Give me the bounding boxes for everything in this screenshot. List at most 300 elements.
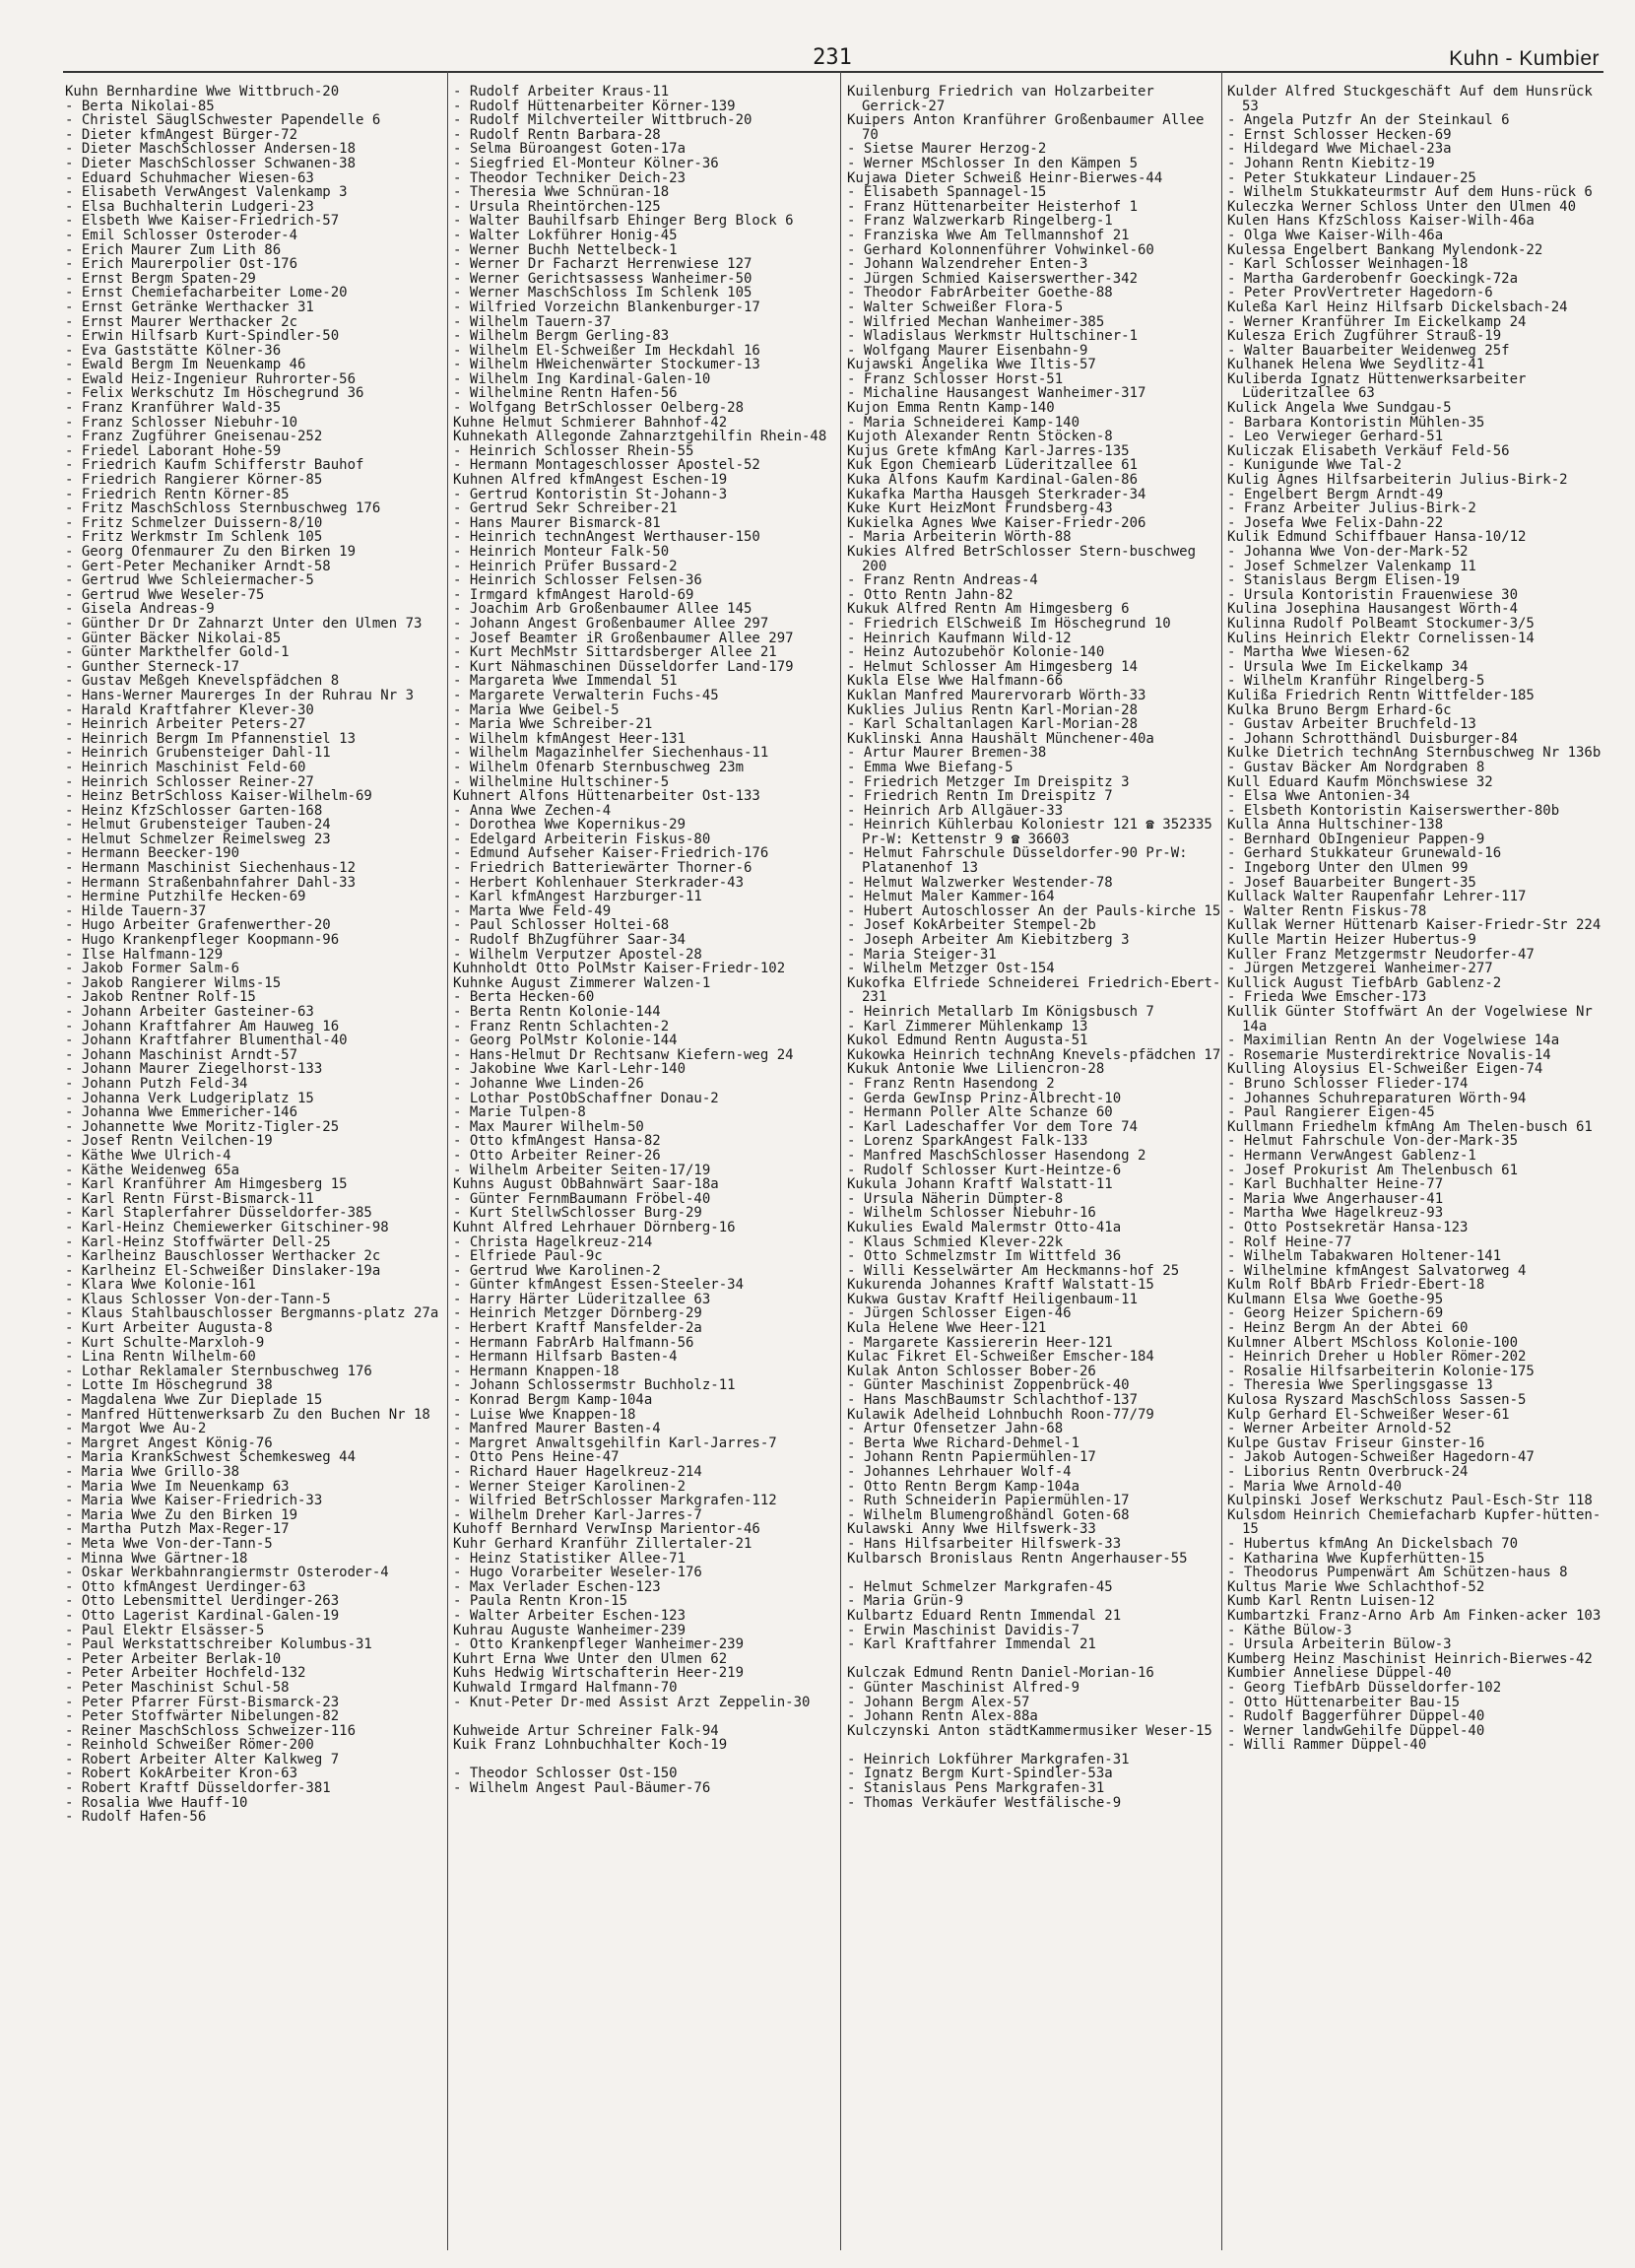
directory-entry: - Otto Krankenpfleger Wanheimer-239 — [453, 1636, 745, 1653]
directory-entry: - Johann Angest Großenbaumer Allee 297 — [453, 615, 769, 632]
directory-entry: - Karl Kraftfahrer Immendal 21 — [847, 1636, 1096, 1653]
directory-entry: - Ursula Näherin Dümpter-8 — [847, 1190, 1064, 1207]
directory-entry: - Wilhelm Tauern-37 — [453, 313, 612, 330]
directory-entry: - Maria Steiger-31 — [847, 946, 997, 963]
directory-entry: - Karl Zimmerer Mühlenkamp 13 — [847, 1018, 1088, 1034]
directory-entry: - Maria Wwe Arnold-40 — [1227, 1478, 1403, 1495]
directory-entry: - Josef Prokurist Am Thelenbusch 61 — [1227, 1162, 1519, 1178]
directory-entry: - Ewald Bergm Im Neuenkamp 46 — [65, 357, 306, 373]
directory-entry: Kulbartz Eduard Rentn Immendal 21 — [847, 1607, 1122, 1624]
directory-entry: Kulla Anna Hultschiner-138 — [1227, 817, 1444, 834]
directory-entry: - Otto Arbeiter Reiner-26 — [453, 1147, 661, 1164]
directory-entry: Kulder Alfred Stuckgeschäft Auf dem Hunsrück 53 — [1227, 85, 1602, 114]
directory-entry: - Heinrich Kühlerbau Koloniestr 121 ☎ 352335 Pr-W: Kettenstr 9 ☎ 36603 — [847, 817, 1221, 847]
directory-entry: - Edelgard Arbeiterin Fiskus-80 — [453, 831, 711, 847]
directory-entry: - Käthe Weidenweg 65a — [65, 1162, 240, 1178]
directory-entry: - Heinrich Kaufmann Wild-12 — [847, 630, 1072, 646]
directory-entry: - Rudolf Milchverteiler Wittbruch-20 — [453, 112, 752, 129]
directory-entry: - Gertrud Wwe Schleiermacher-5 — [65, 572, 314, 589]
directory-entry: - Karl Schlosser Weinhagen-18 — [1227, 256, 1469, 273]
directory-entry: Kukurenda Johannes Kraftf Walstatt-15 — [847, 1277, 1154, 1294]
directory-entry: - Heinrich technAngest Werthauser-150 — [453, 529, 760, 546]
directory-entry: - Franz Rentn Andreas-4 — [847, 572, 1038, 589]
directory-entry: Kullick August TiefbArb Gablenz-2 — [1227, 974, 1502, 991]
directory-entry: - Wilhelm Blumengroßhändl Goten-68 — [847, 1506, 1130, 1523]
directory-entry: - Willi Rammer Düppel-40 — [1227, 1737, 1427, 1754]
directory-entry: Kukies Alfred BetrSchlosser Stern-buschweg 200 — [847, 544, 1205, 574]
directory-entry: Kuliberda Ignatz Hüttenwerksarbeiter Lüderitzallee 63 — [1227, 370, 1535, 402]
header-rule — [63, 71, 1603, 73]
directory-entry: - Georg TiefbArb Düsseldorfer-102 — [1227, 1679, 1502, 1696]
directory-entry: - Hermann FabrArb Halfmann-56 — [453, 1334, 694, 1351]
directory-entry: - Wilhelm Kranführ Ringelberg-5 — [1227, 673, 1485, 690]
directory-entry: Kuhweide Artur Schreiner Falk-94 — [453, 1722, 719, 1739]
directory-entry: - Werner landwGehilfe Düppel-40 — [1227, 1722, 1485, 1739]
directory-entry: - Heinz Bergm An der Abtei 60 — [1227, 1320, 1469, 1337]
directory-entry: - Franz Rentn Hasendong 2 — [847, 1075, 1055, 1092]
directory-entry: Kumbartzki Franz-Arno Arb Am Finken-acker 103 — [1227, 1607, 1602, 1624]
directory-entry: - Friedrich Rangierer Körner-85 — [65, 472, 323, 489]
directory-entry: - Lotte Im Höschegrund 38 — [65, 1377, 273, 1394]
directory-entry: - Maria Wwe Schreiber-21 — [453, 716, 653, 733]
directory-entry: - Hans MaschBaumstr Schlachthof-137 — [847, 1392, 1139, 1409]
directory-entry: Kulesza Erich Zugführer Strauß-19 — [1227, 328, 1502, 345]
directory-entry: - Gertrud Kontoristin St-Johann-3 — [453, 486, 728, 502]
directory-entry: - Franz Kranführer Wald-35 — [65, 400, 282, 417]
directory-entry: - Heinz Autozubehör Kolonie-140 — [847, 644, 1105, 661]
directory-entry: Kulm Rolf BbArb Friedr-Ebert-18 — [1227, 1277, 1485, 1294]
column-divider — [1221, 71, 1222, 2250]
directory-entry: - Reinhold Schweißer Römer-200 — [65, 1737, 314, 1754]
directory-entry: Kuhnen Alfred kfmAngest Eschen-19 — [453, 472, 728, 489]
directory-entry: - Manfred MaschSchlosser Hasendong 2 — [847, 1147, 1146, 1164]
directory-entry: - Josef Bauarbeiter Bungert-35 — [1227, 874, 1476, 891]
directory-entry: - Otto Lagerist Kardinal-Galen-19 — [65, 1607, 340, 1624]
directory-entry: - Maria Wwe Geibel-5 — [453, 701, 620, 718]
directory-entry: - Johann Kraftfahrer Am Hauweg 16 — [65, 1018, 340, 1034]
directory-entry: - Jürgen Schlosser Eigen-46 — [847, 1305, 1072, 1322]
directory-entry: - Selma Büroangest Goten-17a — [453, 141, 687, 158]
directory-entry: - Ernst Schlosser Hecken-69 — [1227, 126, 1452, 143]
directory-entry: - Max Maurer Wilhelm-50 — [453, 1118, 644, 1135]
directory-entry: - Josef Rentn Veilchen-19 — [65, 1133, 273, 1150]
directory-entry: - Gert-Peter Mechaniker Arndt-58 — [65, 558, 331, 574]
directory-entry: - Bernhard ObIngenieur Pappen-9 — [1227, 831, 1485, 847]
directory-entry: - Hans Hilfsarbeiter Hilfswerk-33 — [847, 1535, 1122, 1552]
directory-entry: - Gisela Andreas-9 — [65, 601, 215, 618]
directory-entry: - Leo Verwieger Gerhard-51 — [1227, 429, 1444, 445]
directory-entry: - Emil Schlosser Osteroder-4 — [65, 227, 298, 243]
directory-entry: - Josef Beamter iR Großenbaumer Allee 297 — [453, 630, 794, 646]
directory-entry: - Wladislaus Werkmstr Hultschiner-1 — [847, 328, 1139, 345]
directory-entry: - Hans-Helmut Dr Rechtsanw Kiefern-weg 24 — [453, 1046, 794, 1063]
directory-entry: - Johannette Wwe Moritz-Tigler-25 — [65, 1118, 340, 1135]
directory-column-4 — [1227, 85, 1609, 2248]
directory-entry: - Maria Grün-9 — [847, 1593, 964, 1610]
directory-entry: - Liborius Rentn Overbruck-24 — [1227, 1464, 1469, 1480]
directory-entry: Kulhanek Helena Wwe Seydlitz-41 — [1227, 357, 1485, 373]
directory-entry: - Franz Walzwerkarb Ringelberg-1 — [847, 213, 1113, 230]
directory-entry: - Erich Maurerpolier Ost-176 — [65, 256, 298, 273]
directory-entry: - Wilhelmine Rentn Hafen-56 — [453, 385, 678, 402]
directory-entry: - Rudolf Arbeiter Kraus-11 — [453, 85, 670, 100]
directory-entry: - Johannes Lehrhauer Wolf-4 — [847, 1464, 1072, 1480]
directory-entry: Kuhns August ObBahnwärt Saar-18a — [453, 1176, 719, 1193]
directory-entry: - Karl Rentn Fürst-Bismarck-11 — [65, 1190, 314, 1207]
directory-entry — [847, 1652, 1221, 1667]
directory-entry: - Johanna Verk Ludgeriplatz 15 — [65, 1090, 314, 1106]
directory-entry: - Wilhelm Arbeiter Seiten-17/19 — [453, 1162, 711, 1178]
directory-entry: Kuhrau Auguste Wanheimer-239 — [453, 1622, 687, 1638]
directory-entry: - Bruno Schlosser Flieder-174 — [1227, 1075, 1469, 1092]
directory-entry: Kuke Kurt HeizMont Frundsberg-43 — [847, 500, 1113, 517]
directory-entry: Kujoth Alexander Rentn Stöcken-8 — [847, 429, 1113, 445]
directory-entry: - Helmut Walzwerker Westender-78 — [847, 874, 1113, 891]
directory-entry: - Peter ProvVertreter Hagedorn-6 — [1227, 285, 1493, 301]
directory-entry: - Reiner MaschSchloss Schweizer-116 — [65, 1722, 357, 1739]
directory-entry: - Harry Härter Lüderitzallee 63 — [453, 1291, 711, 1307]
directory-entry: - Martha Putzh Max-Reger-17 — [65, 1521, 290, 1538]
directory-entry: - Gustav Meßgeh Knevelspfädchen 8 — [65, 673, 340, 690]
directory-entry: - Johann Rentn Alex-88a — [847, 1708, 1038, 1725]
directory-entry: - Rosemarie Musterdirektrice Novalis-14 — [1227, 1046, 1551, 1063]
directory-entry: - Günter kfmAngest Essen-Steeler-34 — [453, 1277, 745, 1294]
directory-entry: - Margarete Kassiererin Heer-121 — [847, 1334, 1113, 1351]
directory-entry: - Ilse Halfmann-129 — [65, 946, 224, 963]
directory-entry: - Wilhelm Tabakwaren Holtener-141 — [1227, 1248, 1502, 1265]
column-divider — [447, 71, 448, 2250]
directory-entry: - Werner MSchlosser In den Kämpen 5 — [847, 155, 1139, 171]
directory-entry: - Hermann Poller Alte Schanze 60 — [847, 1104, 1113, 1121]
directory-entry: - Dorothea Wwe Kopernikus-29 — [453, 817, 687, 834]
directory-entry: Kulinna Rudolf PolBeamt Stockumer-3/5 — [1227, 615, 1535, 632]
directory-entry: - Heinz Statistiker Allee-71 — [453, 1550, 687, 1567]
directory-entry: - Anna Wwe Zechen-4 — [453, 802, 612, 819]
directory-entry: - Manfred Hüttenwerksarb Zu den Buchen Nr 18 — [65, 1406, 430, 1423]
directory-entry: - Maria Wwe Grillo-38 — [65, 1464, 240, 1480]
directory-entry: - Peter Maschinist Schul-58 — [65, 1679, 290, 1696]
directory-entry: Kukula Johann Kraftf Walstatt-11 — [847, 1176, 1113, 1193]
directory-entry: - Wilfried Vorzeichn Blankenburger-17 — [453, 299, 760, 315]
directory-entry: Kulpe Gustav Friseur Ginster-16 — [1227, 1434, 1485, 1451]
directory-entry: - Johanna Wwe Von-der-Mark-52 — [1227, 544, 1469, 560]
directory-entry: - Georg Ofenmaurer Zu den Birken 19 — [65, 544, 357, 560]
directory-entry: - Wilhelmine Hultschiner-5 — [453, 773, 670, 790]
directory-entry: - Maria KrankSchwest Schemkesweg 44 — [65, 1449, 357, 1466]
directory-entry: Kulbarsch Bronislaus Rentn Angerhauser-55 — [847, 1550, 1188, 1567]
directory-entry: Kulpinski Josef Werkschutz Paul-Esch-Str 118 — [1227, 1493, 1593, 1509]
directory-entry: - Friedrich Metzger Im Dreispitz 3 — [847, 773, 1130, 790]
directory-entry: - Kunigunde Wwe Tal-2 — [1227, 457, 1403, 474]
directory-entry: Kuliczak Elisabeth Verkäuf Feld-56 — [1227, 442, 1510, 459]
directory-entry: - Harald Kraftfahrer Klever-30 — [65, 701, 314, 718]
directory-entry: - Otto Postsekretär Hansa-123 — [1227, 1219, 1469, 1235]
directory-entry: - Ursula Rheintörchen-125 — [453, 198, 661, 215]
directory-entry: - Wilhelm Ofenarb Sternbuschweg 23m — [453, 759, 745, 775]
directory-entry: - Heinrich Schlosser Reiner-27 — [65, 773, 314, 790]
directory-entry: - Wilhelm HWeichenwärter Stockumer-13 — [453, 357, 760, 373]
directory-entry: - Hans Maurer Bismarck-81 — [453, 514, 661, 531]
directory-entry: - Lina Rentn Wilhelm-60 — [65, 1349, 256, 1366]
directory-entry: Kukla Else Wwe Halfmann-66 — [847, 673, 1064, 690]
directory-entry — [453, 1753, 835, 1768]
directory-entry: Kuhs Hedwig Wirtschafterin Heer-219 — [453, 1665, 745, 1682]
directory-entry: - Kurt Nähmaschinen Düsseldorfer Land-179 — [453, 658, 794, 675]
directory-entry: - Heinrich Bergm Im Pfannenstiel 13 — [65, 730, 357, 747]
directory-entry: - Stanislaus Bergm Elisen-19 — [1227, 572, 1461, 589]
directory-entry: - Johann Kraftfahrer Blumenthal-40 — [65, 1033, 348, 1049]
directory-entry: - Joseph Arbeiter Am Kiebitzberg 3 — [847, 932, 1130, 949]
directory-entry: - Josef KokArbeiter Stempel-2b — [847, 917, 1096, 934]
directory-entry: - Angela Putzfr An der Steinkaul 6 — [1227, 112, 1510, 129]
directory-entry: - Heinrich Arb Allgäuer-33 — [847, 802, 1064, 819]
directory-entry: Kulißa Friedrich Rentn Wittfelder-185 — [1227, 687, 1535, 703]
directory-entry: - Wilhelm Bergm Gerling-83 — [453, 328, 670, 345]
directory-entry: - Marie Tulpen-8 — [453, 1104, 586, 1121]
directory-entry: - Rosalia Wwe Hauff-10 — [65, 1794, 248, 1811]
directory-entry: Kulmann Elsa Wwe Goethe-95 — [1227, 1291, 1444, 1307]
directory-entry: - Ignatz Bergm Kurt-Spindler-53a — [847, 1766, 1113, 1782]
directory-entry: Kulle Martin Heizer Hubertus-9 — [1227, 932, 1476, 949]
directory-entry: Kuhne Helmut Schmierer Bahnhof-42 — [453, 414, 728, 431]
directory-entry: Kuka Alfons Kaufm Kardinal-Galen-86 — [847, 472, 1139, 489]
directory-entry: - Heinz BetrSchloss Kaiser-Wilhelm-69 — [65, 788, 372, 805]
directory-entry: - Johann Maurer Ziegelhorst-133 — [65, 1061, 323, 1078]
directory-entry: Kulawski Anny Wwe Hilfswerk-33 — [847, 1521, 1096, 1538]
directory-entry: - Rudolf Hüttenarbeiter Körner-139 — [453, 98, 736, 114]
directory-entry: - Joachim Arb Großenbaumer Allee 145 — [453, 601, 752, 618]
directory-entry: - Karl-Heinz Chemiewerker Gitschiner-98 — [65, 1219, 389, 1235]
directory-entry: - Dieter MaschSchlosser Andersen-18 — [65, 141, 357, 158]
directory-entry: - Theodor Schlosser Ost-150 — [453, 1766, 678, 1782]
directory-entry: - Gertrud Sekr Schreiber-21 — [453, 500, 678, 517]
directory-entry: - Robert KokArbeiter Kron-63 — [65, 1766, 298, 1782]
directory-entry: - Karlheinz Bauschlosser Werthacker 2c — [65, 1248, 381, 1265]
directory-entry: - Franz Schlosser Niebuhr-10 — [65, 414, 298, 431]
directory-entry: - Rudolf BhZugführer Saar-34 — [453, 932, 687, 949]
directory-entry: - Otto kfmAngest Hansa-82 — [453, 1133, 661, 1150]
directory-entry: - Jürgen Schmied Kaiserswerther-342 — [847, 270, 1139, 287]
directory-entry: - Elfriede Paul-9c — [453, 1248, 603, 1265]
directory-entry: Kulosa Ryszard MaschSchloss Sassen-5 — [1227, 1392, 1527, 1409]
directory-entry: Kulen Hans KfzSchloss Kaiser-Wilh-46a — [1227, 213, 1535, 230]
directory-entry: - Rosalie Hilfsarbeiterin Kolonie-175 — [1227, 1363, 1535, 1379]
directory-entry: - Hermann VerwAngest Gablenz-1 — [1227, 1147, 1476, 1164]
directory-entry: - Ernst Getränke Werthacker 31 — [65, 299, 314, 315]
directory-entry: - Werner MaschSchloss Im Schlenk 105 — [453, 285, 752, 301]
directory-entry: - Theresia Wwe Schnüran-18 — [453, 184, 670, 201]
directory-entry: Kukielka Agnes Wwe Kaiser-Friedr-206 — [847, 514, 1146, 531]
directory-entry: - Berta Nikolai-85 — [65, 98, 215, 114]
directory-entry: - Franz Zugführer Gneisenau-252 — [65, 429, 323, 445]
directory-entry: - Franziska Wwe Am Tellmannshof 21 — [847, 227, 1130, 243]
directory-entry: - Hildegard Wwe Michael-23a — [1227, 141, 1452, 158]
directory-entry: Kujawski Angelika Wwe Iltis-57 — [847, 357, 1096, 373]
directory-entry: - Heinrich Arbeiter Peters-27 — [65, 716, 306, 733]
directory-entry: Kuhnke August Zimmerer Walzen-1 — [453, 974, 711, 991]
directory-entry: - Gerhard Kolonnenführer Vohwinkel-60 — [847, 241, 1154, 258]
directory-entry: Kullak Werner Hüttenarb Kaiser-Friedr-Str 224 — [1227, 917, 1602, 934]
directory-entry: - Gustav Arbeiter Bruchfeld-13 — [1227, 716, 1476, 733]
directory-entry: - Heinrich Lokführer Markgrafen-31 — [847, 1751, 1130, 1768]
directory-entry: - Josefa Wwe Felix-Dahn-22 — [1227, 514, 1444, 531]
directory-entry: - Paul Werkstattschreiber Kolumbus-31 — [65, 1636, 372, 1653]
directory-entry: - Theodor Techniker Deich-23 — [453, 169, 687, 186]
directory-entry: - Friedrich Rentn Körner-85 — [65, 486, 290, 502]
directory-entry: - Hugo Krankenpfleger Koopmann-96 — [65, 932, 340, 949]
directory-entry: - Margret Angest König-76 — [65, 1434, 273, 1451]
directory-entry: - Konrad Bergm Kamp-104a — [453, 1392, 653, 1409]
directory-entry: - Ursula Arbeiterin Bülow-3 — [1227, 1636, 1452, 1653]
directory-entry: Kullik Günter Stoffwärt An der Vogelwiese Nr 14a — [1227, 1004, 1602, 1034]
directory-column-2 — [453, 85, 835, 2248]
directory-entry: - Eva Gaststätte Kölner-36 — [65, 342, 282, 359]
directory-entry: - Fritz Werkmstr Im Schlenk 105 — [65, 529, 323, 546]
directory-entry: - Wolfgang BetrSchlosser Oelberg-28 — [453, 400, 745, 417]
directory-entry: - Ursula Kontoristin Frauenwiese 30 — [1227, 586, 1519, 603]
directory-entry: - Marta Wwe Feld-49 — [453, 902, 612, 919]
directory-entry: - Irmgard kfmAngest Harold-69 — [453, 586, 694, 603]
directory-entry: - Robert Kraftf Düsseldorfer-381 — [65, 1780, 331, 1797]
directory-entry: - Manfred Maurer Basten-4 — [453, 1421, 661, 1437]
directory-entry: Kultus Marie Wwe Schlachthof-52 — [1227, 1578, 1485, 1595]
directory-entry: - Olga Wwe Kaiser-Wilh-46a — [1227, 227, 1444, 243]
directory-entry: - Hugo Vorarbeiter Weseler-176 — [453, 1565, 702, 1581]
directory-entry: - Michaline Hausangest Wanheimer-317 — [847, 385, 1146, 402]
directory-entry: - Helmut Schlosser Am Himgesberg 14 — [847, 658, 1139, 675]
directory-entry: - Maximilian Rentn An der Vogelwiese 14a — [1227, 1033, 1560, 1049]
directory-entry — [847, 1566, 1221, 1580]
directory-entry: - Johann Arbeiter Gasteiner-63 — [65, 1004, 314, 1020]
directory-entry: - Wilhelm El-Schweißer Im Heckdahl 16 — [453, 342, 760, 359]
directory-entry: - Günter FernmBaumann Fröbel-40 — [453, 1190, 711, 1207]
directory-entry: - Wilhelm Stukkateurmstr Auf dem Huns-rück 6 — [1227, 184, 1593, 201]
directory-entry: Kulak Anton Schlosser Bober-26 — [847, 1363, 1096, 1379]
directory-entry: - Karl Staplerfahrer Düsseldorfer-385 — [65, 1205, 372, 1222]
column-divider — [840, 71, 841, 2250]
directory-entry: - Johanna Wwe Emmericher-146 — [65, 1104, 298, 1121]
directory-entry: Kulczak Edmund Rentn Daniel-Morian-16 — [847, 1665, 1154, 1682]
directory-entry: - Wilhelm kfmAngest Heer-131 — [453, 730, 687, 747]
directory-entry — [847, 1738, 1221, 1753]
directory-entry: - Wilhelmine kfmAngest Salvatorweg 4 — [1227, 1262, 1527, 1279]
directory-entry: - Georg PolMstr Kolonie-144 — [453, 1033, 678, 1049]
directory-entry: - Franz Rentn Schlachten-2 — [453, 1018, 670, 1034]
directory-entry: - Lothar Reklamaler Sternbuschweg 176 — [65, 1363, 372, 1379]
directory-entry: Kuhnt Alfred Lehrhauer Dörnberg-16 — [453, 1219, 736, 1235]
directory-entry: - Kurt Arbeiter Augusta-8 — [65, 1320, 273, 1337]
directory-entry: - Herbert Kohlenhauer Sterkrader-43 — [453, 874, 745, 891]
directory-entry: - Walter Schweißer Flora-5 — [847, 299, 1064, 315]
directory-entry: - Johann Bergm Alex-57 — [847, 1694, 1030, 1710]
directory-entry: - Martha Wwe Wiesen-62 — [1227, 644, 1410, 661]
directory-entry: - Maria Arbeiterin Wörth-88 — [847, 529, 1072, 546]
directory-entry: - Erwin Hilfsarb Kurt-Spindler-50 — [65, 328, 340, 345]
directory-entry: - Karl-Heinz Stoffwärter Dell-25 — [65, 1234, 331, 1250]
directory-entry: Kuhoff Bernhard VerwInsp Marientor-46 — [453, 1521, 760, 1538]
directory-entry: Kulke Dietrich technAng Sternbuschweg Nr 136b — [1227, 745, 1602, 762]
page-range-heading: Kuhn - Kumbier — [1449, 47, 1600, 70]
directory-entry: - Werner Buchh Nettelbeck-1 — [453, 241, 678, 258]
directory-entry: - Ursula Wwe Im Eickelkamp 34 — [1227, 658, 1469, 675]
directory-entry: - Kurt Schulte-Marxloh-9 — [65, 1334, 265, 1351]
directory-entry: - Fritz Schmelzer Duissern-8/10 — [65, 514, 323, 531]
directory-entry: - Martha Garderobenfr Goeckingk-72a — [1227, 270, 1519, 287]
directory-entry: - Barbara Kontoristin Mühlen-35 — [1227, 414, 1485, 431]
directory-entry: - Lorenz SparkAngest Falk-133 — [847, 1133, 1088, 1150]
directory-entry: - Werner Arbeiter Arnold-52 — [1227, 1421, 1452, 1437]
directory-entry: - Hermann Straßenbahnfahrer Dahl-33 — [65, 874, 357, 891]
directory-entry: - Minna Wwe Gärtner-18 — [65, 1550, 248, 1567]
directory-entry: - Walter Arbeiter Eschen-123 — [453, 1607, 687, 1624]
directory-entry: - Jakob Rangierer Wilms-15 — [65, 974, 282, 991]
directory-entry: - Gerhard Stukkateur Grunewald-16 — [1227, 845, 1502, 862]
directory-entry: - Käthe Bülow-3 — [1227, 1622, 1352, 1638]
directory-entry: - Dieter MaschSchlosser Schwanen-38 — [65, 155, 357, 171]
directory-entry: - Johanne Wwe Linden-26 — [453, 1075, 644, 1092]
directory-entry: - Hermann Hilfsarb Basten-4 — [453, 1349, 678, 1366]
directory-entry: - Gustav Bäcker Am Nordgraben 8 — [1227, 759, 1485, 775]
directory-entry: Kulins Heinrich Elektr Cornelissen-14 — [1227, 630, 1535, 646]
directory-entry: - Theodor FabrArbeiter Goethe-88 — [847, 285, 1113, 301]
directory-entry: - Ewald Heiz-Ingenieur Ruhrorter-56 — [65, 370, 357, 387]
directory-entry: - Friedel Laborant Hohe-59 — [65, 442, 282, 459]
directory-entry: - Karl kfmAngest Harzburger-11 — [453, 889, 702, 905]
directory-entry: - Siegfried El-Monteur Kölner-36 — [453, 155, 719, 171]
directory-entry: - Fritz MaschSchloss Sternbuschweg 176 — [65, 500, 381, 517]
directory-entry: - Wilhelm Angest Paul-Bäumer-76 — [453, 1780, 711, 1797]
directory-entry: - Theodorus Pumpenwärt Am Schützen-haus 8 — [1227, 1565, 1568, 1581]
directory-entry: - Heinrich Schlosser Rhein-55 — [453, 442, 694, 459]
directory-entry: - Klaus Schlosser Von-der-Tann-5 — [65, 1291, 331, 1307]
directory-entry: Kulig Agnes Hilfsarbeiterin Julius-Birk-2 — [1227, 472, 1568, 489]
directory-entry: - Helmut Grubensteiger Tauben-24 — [65, 817, 331, 834]
directory-entry: - Berta Rentn Kolonie-144 — [453, 1004, 661, 1020]
directory-entry: - Rudolf Baggerführer Düppel-40 — [1227, 1708, 1485, 1725]
directory-entry: - Johann Schrotthändl Duisburger-84 — [1227, 730, 1519, 747]
directory-entry: - Berta Wwe Richard-Dehmel-1 — [847, 1434, 1080, 1451]
directory-entry: - Günter Maschinist Zoppenbrück-40 — [847, 1377, 1130, 1394]
directory-entry: Kuhrt Erna Wwe Unter den Ulmen 62 — [453, 1650, 728, 1667]
directory-entry: - Lothar PostObSchaffner Donau-2 — [453, 1090, 719, 1106]
directory-entry: - Werner Gerichtsassess Wanheimer-50 — [453, 270, 752, 287]
directory-entry: - Wilhelm Dreher Karl-Jarres-7 — [453, 1506, 702, 1523]
directory-entry: - Gunther Sterneck-17 — [65, 658, 240, 675]
directory-entry: Kujon Emma Rentn Kamp-140 — [847, 400, 1055, 417]
directory-entry: - Peter Arbeiter Berlak-10 — [65, 1650, 282, 1667]
directory-entry: - Wilhelm Magazinhelfer Siechenhaus-11 — [453, 745, 769, 762]
directory-entry: - Johann Rentn Kiebitz-19 — [1227, 155, 1435, 171]
directory-entry: - Ernst Maurer Werthacker 2c — [65, 313, 298, 330]
directory-entry: - Friedrich Kaufm Schifferstr Bauhof — [65, 457, 364, 474]
directory-entry: - Richard Hauer Hagelkreuz-214 — [453, 1464, 702, 1480]
directory-entry: - Kurt MechMstr Sittardsberger Allee 21 — [453, 644, 777, 661]
directory-entry: Kulling Aloysius El-Schweißer Eigen-74 — [1227, 1061, 1543, 1078]
directory-entry: - Jakob Autogen-Schweißer Hagedorn-47 — [1227, 1449, 1535, 1466]
directory-entry: - Emma Wwe Biefang-5 — [847, 759, 1014, 775]
directory-entry: - Magdalena Wwe Zur Dieplade 15 — [65, 1392, 323, 1409]
directory-entry: - Maria Schneiderei Kamp-140 — [847, 414, 1080, 431]
directory-entry: - Elsbeth Kontoristin Kaiserswerther-80b — [1227, 802, 1560, 819]
directory-entry: - Dieter kfmAngest Bürger-72 — [65, 126, 298, 143]
directory-entry: - Hermann Montageschlosser Apostel-52 — [453, 457, 760, 474]
directory-entry: - Johannes Schuhreparaturen Wörth-94 — [1227, 1090, 1527, 1106]
directory-entry: Kulik Edmund Schiffbauer Hansa-10/12 — [1227, 529, 1527, 546]
directory-entry: - Ernst Bergm Spaten-29 — [65, 270, 256, 287]
directory-entry: - Hermine Putzhilfe Hecken-69 — [65, 889, 306, 905]
directory-entry: - Wilhelm Verputzer Apostel-28 — [453, 946, 702, 963]
directory-entry: - Friedrich Rentn Im Dreispitz 7 — [847, 788, 1113, 805]
